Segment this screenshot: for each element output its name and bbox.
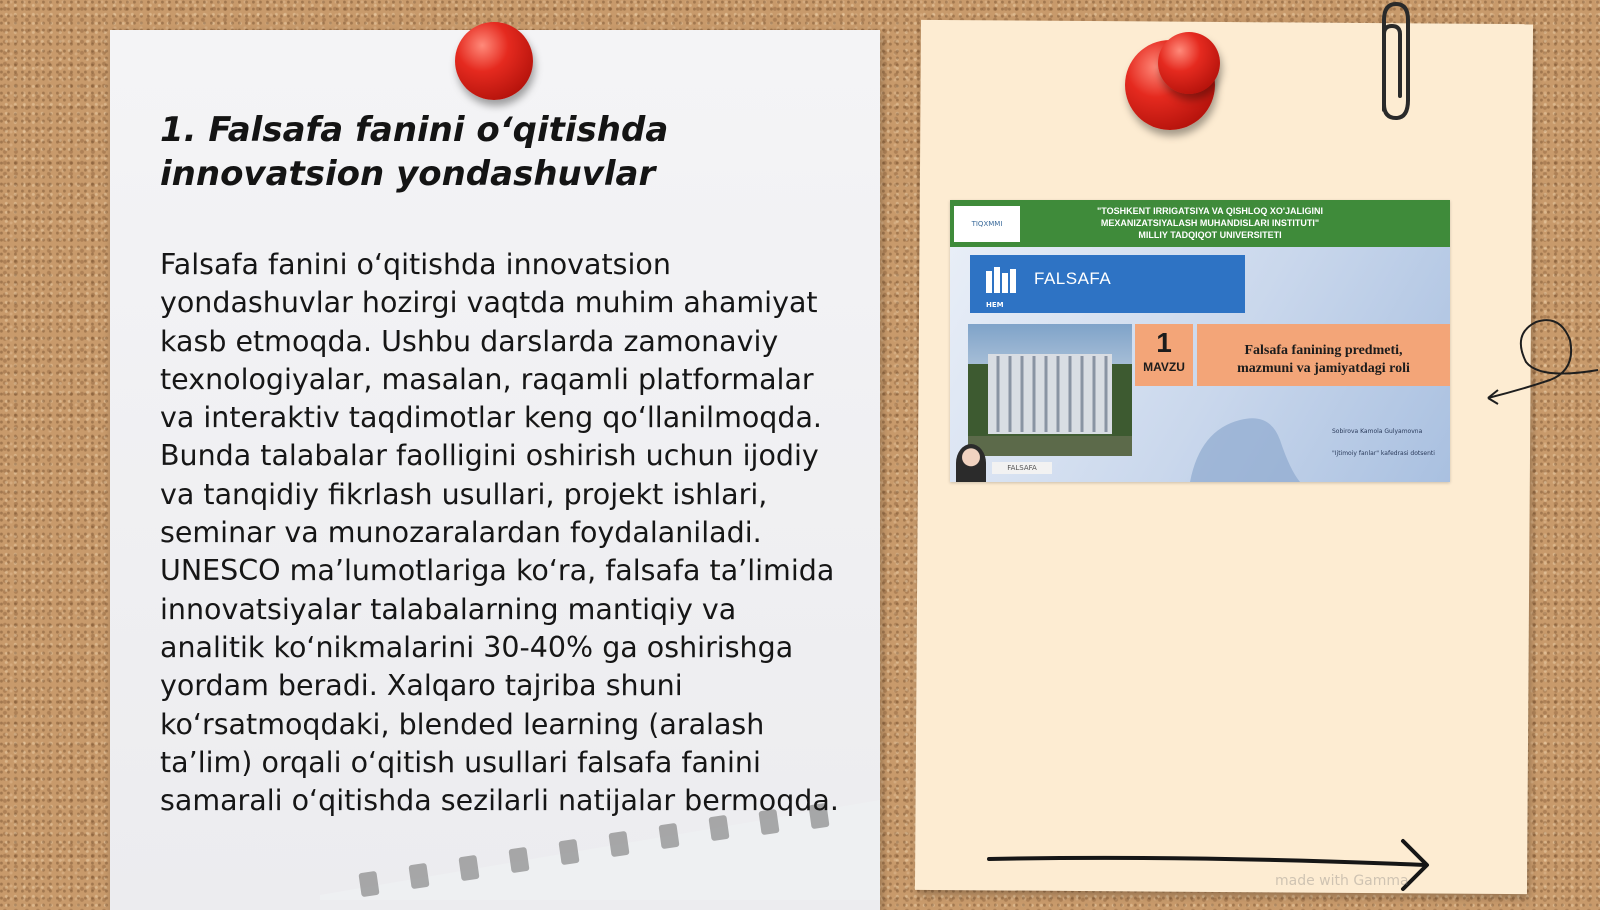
- push-pin-icon: [1158, 32, 1220, 94]
- push-pin-icon: [455, 22, 533, 100]
- books-icon: [984, 265, 1018, 295]
- statue-silhouette: [1180, 390, 1300, 482]
- slide-header: [950, 200, 1450, 247]
- author-line: Sobirova Kamola Gulyamovna: [1332, 428, 1423, 435]
- topic-title: Falsafa fanining predmeti, mazmuni va jamiyatdagi roli: [1237, 343, 1410, 376]
- lesson-number-box: [1135, 324, 1193, 386]
- hem-label: HEM: [986, 301, 1004, 309]
- logo-text: TIQXMMI: [971, 220, 1003, 228]
- slide-header-text: "TOSHKENT IRRIGATSIYA VA QISHLOQ XO'JALIGINI MEXANIZATSIYALASH MUHANDISLARI INSTITUTI" MILLIY TADQIQOT UNIVERSITETI: [1097, 206, 1323, 240]
- lesson-word: MAVZU: [1143, 360, 1185, 374]
- slide-thumbnail: [950, 200, 1450, 482]
- subject-banner: [970, 255, 1245, 313]
- body-paragraph: Falsafa fanini o‘qitishda innovatsion yondashuvlar hozirgi vaqtda muhim ahamiyat kasb etmoqda. Ushbu darslarda zamonaviy texnologiyalar, masalan, raqamli platformalar va interaktiv taqdimotlar keng qo‘llanilmoqda. Bunda talabalar faolligini oshirish uchun ijodiy va tanqidiy fikrlash usullari, projekt ishlari, seminar va munozaralardan foydalaniladi. UNESCO ma’lumotlariga ko‘ra, falsafa ta’limida innovatsiyalar talabalarning mantiqiy va analitik ko‘nikmalarini 30-40% ga oshirishga yordam beradi. Xalqaro tajriba shuni ko‘rsatmoqdaki, blended learning (aralash ta’lim) orqali o‘qitish usullari falsafa fanini samarali o‘qitishda sezilarli natijalar bermoqda.: [160, 248, 839, 818]
- university-logo: [954, 206, 1020, 242]
- subject-label: FALSAFA: [1034, 269, 1112, 288]
- topic-box: [1197, 324, 1450, 386]
- section-title: 1. Falsafa fanini o‘qitishda innovatsion yondashuvlar: [160, 110, 669, 194]
- watermark-text: made with Gamma: [1275, 873, 1409, 889]
- department-line: "Ijtimoiy fanlar" kafedrasi dotsenti: [1332, 450, 1435, 457]
- paper-clip-icon: [1372, 0, 1416, 124]
- building-photo: [968, 324, 1132, 456]
- lesson-number: 1: [1156, 327, 1172, 358]
- scribble-arrow-decoration: [1480, 310, 1600, 410]
- slide-tag: FALSAFA: [992, 462, 1052, 474]
- author-avatar: [956, 444, 986, 482]
